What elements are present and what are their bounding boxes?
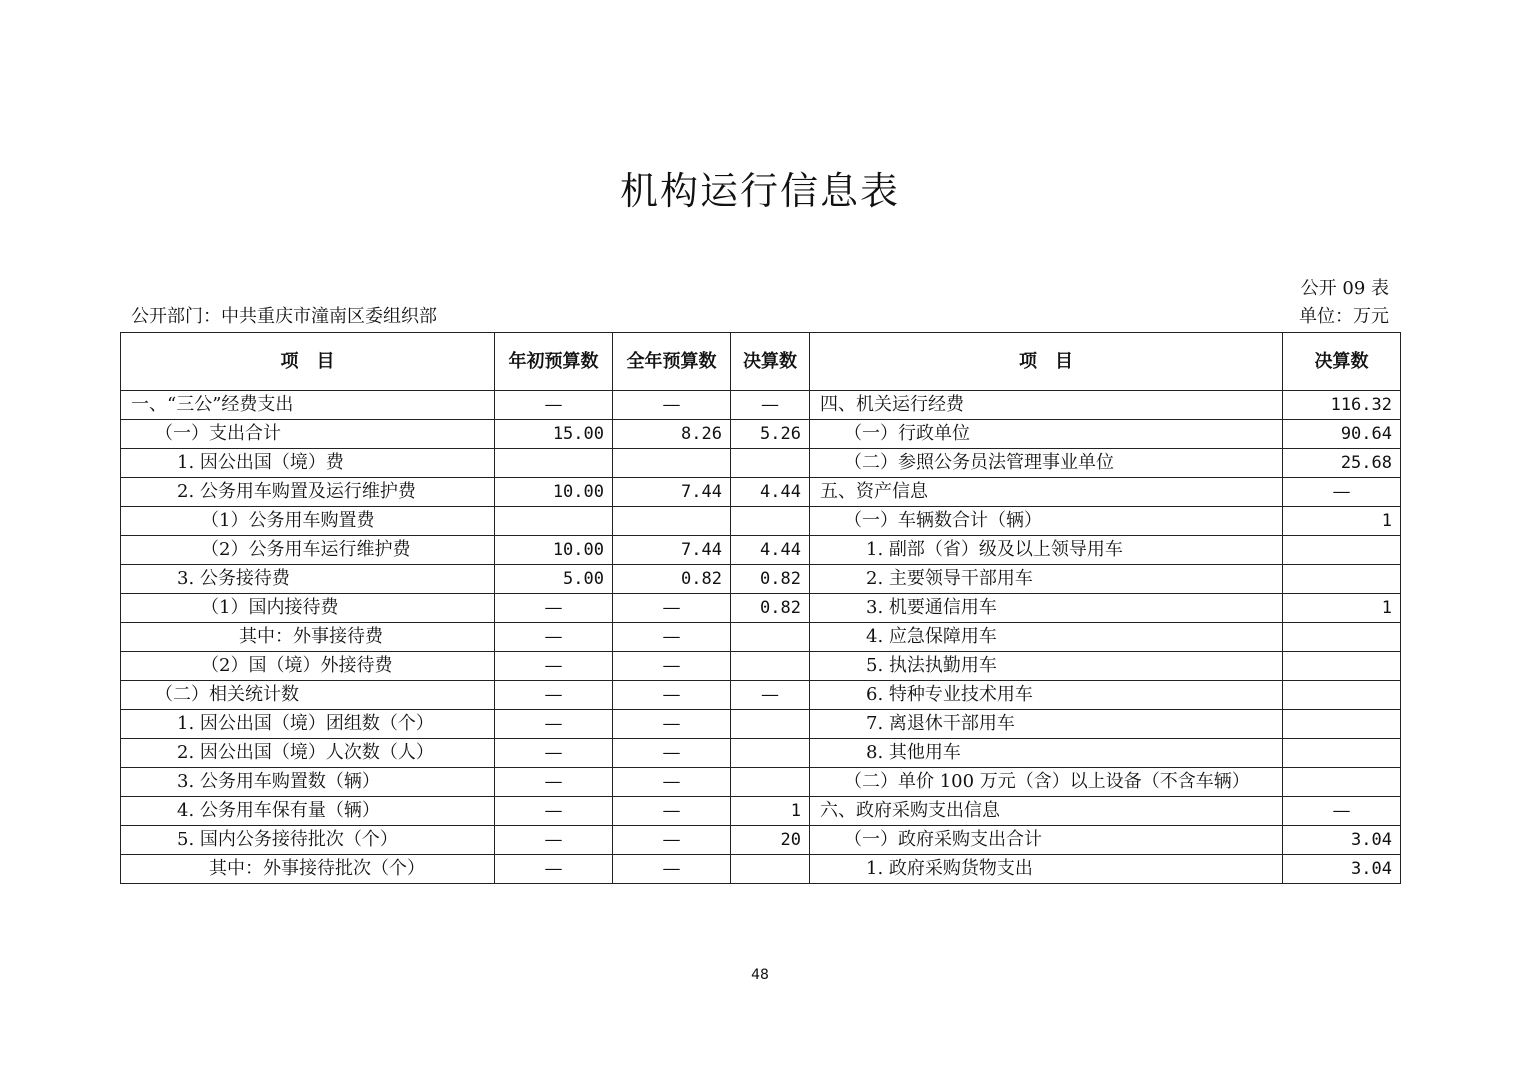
left-item-cell: 其中：外事接待批次（个） xyxy=(121,855,495,884)
table-row xyxy=(121,652,1401,681)
table-row xyxy=(121,536,1401,565)
table-row xyxy=(121,681,1401,710)
final-right-cell: 3.04 xyxy=(1283,855,1401,884)
initial-budget-cell: 10.00 xyxy=(495,536,613,565)
left-item-cell: 3. 公务用车购置数（辆） xyxy=(121,768,495,797)
final-right-cell: 116.32 xyxy=(1283,391,1401,420)
final-right-cell xyxy=(1283,681,1401,710)
right-item-cell: 5. 执法执勤用车 xyxy=(810,652,1283,681)
header-final-right: 决算数 xyxy=(1283,333,1401,391)
full-year-budget-cell: — xyxy=(613,768,731,797)
initial-budget-cell: 5.00 xyxy=(495,565,613,594)
final-right-cell: 90.64 xyxy=(1283,420,1401,449)
left-item-cell: 1. 因公出国（境）团组数（个） xyxy=(121,710,495,739)
left-item-cell: （1）国内接待费 xyxy=(121,594,495,623)
table-row xyxy=(121,594,1401,623)
final-left-cell: 1 xyxy=(731,797,810,826)
right-item-cell: 4. 应急保障用车 xyxy=(810,623,1283,652)
table-row xyxy=(121,739,1401,768)
final-left-cell: — xyxy=(731,681,810,710)
right-item-cell: 3. 机要通信用车 xyxy=(810,594,1283,623)
initial-budget-cell: — xyxy=(495,623,613,652)
right-item-cell: 1. 副部（省）级及以上领导用车 xyxy=(810,536,1283,565)
institution-info-table xyxy=(120,332,1401,884)
full-year-budget-cell: — xyxy=(613,623,731,652)
initial-budget-cell: — xyxy=(495,710,613,739)
final-left-cell xyxy=(731,449,810,478)
left-item-cell: （1）公务用车购置费 xyxy=(121,507,495,536)
table-row xyxy=(121,565,1401,594)
right-item-cell: （一）政府采购支出合计 xyxy=(810,826,1283,855)
table-row xyxy=(121,710,1401,739)
final-right-cell: 1 xyxy=(1283,507,1401,536)
initial-budget-cell: — xyxy=(495,855,613,884)
table-row xyxy=(121,623,1401,652)
full-year-budget-cell xyxy=(613,507,731,536)
left-item-cell: 其中：外事接待费 xyxy=(121,623,495,652)
full-year-budget-cell: 7.44 xyxy=(613,536,731,565)
initial-budget-cell: — xyxy=(495,652,613,681)
left-item-cell: 5. 国内公务接待批次（个） xyxy=(121,826,495,855)
header-initial-budget: 年初预算数 xyxy=(495,333,613,391)
table-row xyxy=(121,478,1401,507)
final-left-cell: 4.44 xyxy=(731,478,810,507)
table-row xyxy=(121,391,1401,420)
left-item-cell: （一）支出合计 xyxy=(121,420,495,449)
final-right-cell xyxy=(1283,652,1401,681)
full-year-budget-cell: — xyxy=(613,739,731,768)
initial-budget-cell: — xyxy=(495,594,613,623)
left-item-cell: 一、“三公”经费支出 xyxy=(121,391,495,420)
header-item-left: 项 目 xyxy=(121,333,495,391)
initial-budget-cell: — xyxy=(495,768,613,797)
left-item-cell: （二）相关统计数 xyxy=(121,681,495,710)
right-item-cell: （二）单价 100 万元（含）以上设备（不含车辆） xyxy=(810,768,1283,797)
right-item-cell: 7. 离退休干部用车 xyxy=(810,710,1283,739)
final-right-cell: 1 xyxy=(1283,594,1401,623)
full-year-budget-cell: — xyxy=(613,594,731,623)
initial-budget-cell: — xyxy=(495,797,613,826)
full-year-budget-cell: 0.82 xyxy=(613,565,731,594)
right-item-cell: 1. 政府采购货物支出 xyxy=(810,855,1283,884)
final-right-cell: — xyxy=(1283,478,1401,507)
final-right-cell xyxy=(1283,710,1401,739)
final-left-cell: 4.44 xyxy=(731,536,810,565)
initial-budget-cell: — xyxy=(495,391,613,420)
final-left-cell: 5.26 xyxy=(731,420,810,449)
initial-budget-cell: — xyxy=(495,681,613,710)
final-left-cell: 20 xyxy=(731,826,810,855)
full-year-budget-cell: 7.44 xyxy=(613,478,731,507)
final-right-cell xyxy=(1283,768,1401,797)
table-row xyxy=(121,768,1401,797)
initial-budget-cell: — xyxy=(495,826,613,855)
right-item-cell: 6. 特种专业技术用车 xyxy=(810,681,1283,710)
final-left-cell xyxy=(731,855,810,884)
initial-budget-cell: 15.00 xyxy=(495,420,613,449)
final-right-cell: — xyxy=(1283,797,1401,826)
left-item-cell: 1. 因公出国（境）费 xyxy=(121,449,495,478)
table-number: 公开 09 表 xyxy=(1300,278,1389,299)
left-item-cell: 4. 公务用车保有量（辆） xyxy=(121,797,495,826)
table-row xyxy=(121,855,1401,884)
final-right-cell: 3.04 xyxy=(1283,826,1401,855)
full-year-budget-cell: 8.26 xyxy=(613,420,731,449)
left-item-cell: 2. 因公出国（境）人次数（人） xyxy=(121,739,495,768)
final-left-cell xyxy=(731,710,810,739)
right-item-cell: 五、资产信息 xyxy=(810,478,1283,507)
left-item-cell: 2. 公务用车购置及运行维护费 xyxy=(121,478,495,507)
header-full-year-budget: 全年预算数 xyxy=(613,333,731,391)
final-right-cell xyxy=(1283,536,1401,565)
full-year-budget-cell: — xyxy=(613,710,731,739)
full-year-budget-cell: — xyxy=(613,391,731,420)
right-item-cell: 六、政府采购支出信息 xyxy=(810,797,1283,826)
final-left-cell xyxy=(731,623,810,652)
page-title: 机构运行信息表 xyxy=(619,169,900,213)
final-left-cell: 0.82 xyxy=(731,565,810,594)
right-item-cell: 8. 其他用车 xyxy=(810,739,1283,768)
full-year-budget-cell: — xyxy=(613,826,731,855)
header-item-right: 项 目 xyxy=(810,333,1283,391)
left-item-cell: （2）国（境）外接待费 xyxy=(121,652,495,681)
initial-budget-cell xyxy=(495,507,613,536)
header-final-left: 决算数 xyxy=(731,333,810,391)
right-item-cell: 四、机关运行经费 xyxy=(810,391,1283,420)
table-row xyxy=(121,420,1401,449)
table-header-row xyxy=(121,333,1401,391)
initial-budget-cell: — xyxy=(495,739,613,768)
final-left-cell: — xyxy=(731,391,810,420)
right-item-cell: （一）行政单位 xyxy=(810,420,1283,449)
final-left-cell xyxy=(731,768,810,797)
final-left-cell xyxy=(731,652,810,681)
full-year-budget-cell: — xyxy=(613,652,731,681)
final-right-cell xyxy=(1283,623,1401,652)
final-right-cell: 25.68 xyxy=(1283,449,1401,478)
table-row xyxy=(121,449,1401,478)
initial-budget-cell xyxy=(495,449,613,478)
table-row xyxy=(121,797,1401,826)
full-year-budget-cell: — xyxy=(613,681,731,710)
right-item-cell: 2. 主要领导干部用车 xyxy=(810,565,1283,594)
full-year-budget-cell xyxy=(613,449,731,478)
final-left-cell xyxy=(731,739,810,768)
full-year-budget-cell: — xyxy=(613,855,731,884)
unit-label: 单位：万元 xyxy=(1299,306,1389,327)
table-row xyxy=(121,826,1401,855)
right-item-cell: （二）参照公务员法管理事业单位 xyxy=(810,449,1283,478)
left-item-cell: 3. 公务接待费 xyxy=(121,565,495,594)
final-right-cell xyxy=(1283,565,1401,594)
initial-budget-cell: 10.00 xyxy=(495,478,613,507)
right-item-cell: （一）车辆数合计（辆） xyxy=(810,507,1283,536)
department-label: 公开部门：中共重庆市潼南区委组织部 xyxy=(131,306,437,327)
final-left-cell xyxy=(731,507,810,536)
table-row xyxy=(121,507,1401,536)
full-year-budget-cell: — xyxy=(613,797,731,826)
left-item-cell: （2）公务用车运行维护费 xyxy=(121,536,495,565)
page-number: 48 xyxy=(751,967,769,983)
final-right-cell xyxy=(1283,739,1401,768)
final-left-cell: 0.82 xyxy=(731,594,810,623)
